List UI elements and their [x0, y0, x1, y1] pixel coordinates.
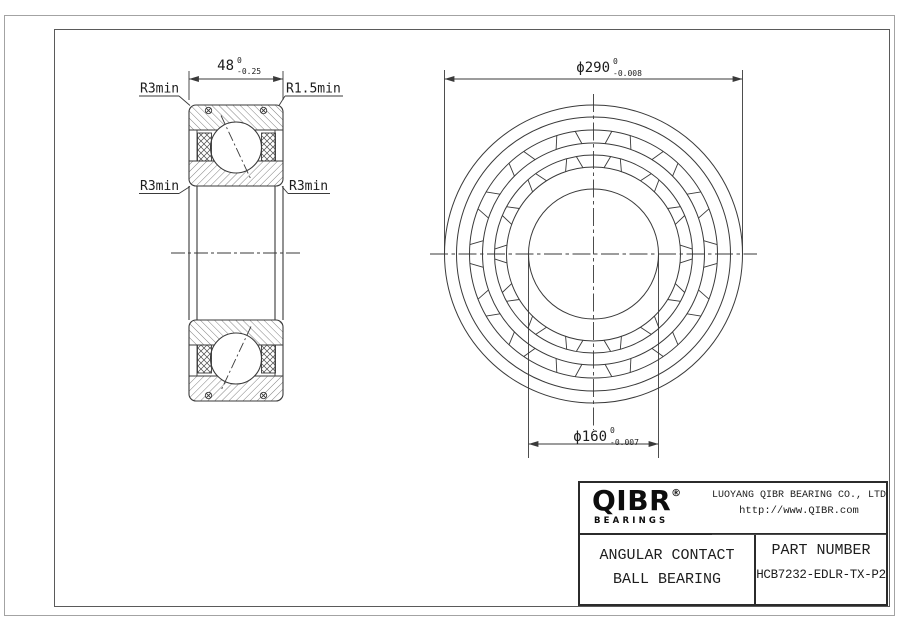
cage-section-right-bottom: [262, 345, 276, 373]
cage-section-right: [262, 133, 276, 161]
r3min-mid-left-label: R3min: [140, 179, 180, 194]
od-value: ϕ290: [576, 60, 610, 76]
bore-value: ϕ160: [573, 429, 607, 445]
cage-section-left-bottom: [198, 345, 212, 373]
width-tol-upper: 0: [237, 56, 242, 65]
width-value: 48: [217, 58, 234, 74]
section-view: [139, 56, 343, 401]
bore-tol-upper: 0: [610, 426, 615, 435]
od-tol-lower: -0.008: [613, 69, 642, 78]
width-dimension: [189, 71, 283, 100]
product-line2: BALL BEARING: [612, 571, 722, 588]
company-website: http://www.QIBR.com: [739, 505, 859, 517]
company-logo: [580, 483, 712, 533]
company-info: [712, 483, 886, 535]
od-tol-upper: 0: [613, 57, 618, 66]
ball-bottom: [211, 333, 262, 384]
r3min-top-left-label: R3min: [140, 81, 180, 97]
top-ring-assembly: [189, 105, 283, 186]
title-block-header-row: [580, 483, 886, 535]
front-view: [430, 57, 757, 458]
r3min-mid-right-label: R3min: [289, 179, 329, 194]
part-number-value: HCB7232-EDLR-TX-P2: [756, 568, 886, 582]
part-number-label: PART NUMBER: [771, 542, 871, 559]
logo-subtext: BEARINGS: [594, 516, 669, 526]
bore-tol-lower: -0.007: [610, 438, 639, 447]
product-description: [580, 535, 754, 604]
title-block: [578, 481, 888, 606]
company-name: LUOYANG QIBR BEARING CO., LTD: [711, 490, 886, 501]
ball-top: [211, 122, 262, 173]
registered-trademark-icon: ®: [671, 488, 682, 499]
part-number-cell: [754, 535, 886, 604]
bottom-ring-assembly: [189, 320, 283, 401]
r1-5min-top-right-label: R1.5min: [286, 81, 341, 97]
title-block-detail-row: [580, 535, 886, 604]
logo-wordmark: [592, 484, 712, 517]
product-line1: ANGULAR CONTACT: [599, 547, 735, 564]
width-tol-lower: -0.25: [237, 67, 262, 76]
logo-text: QIBR: [592, 484, 672, 517]
cage-section-left: [198, 133, 212, 161]
